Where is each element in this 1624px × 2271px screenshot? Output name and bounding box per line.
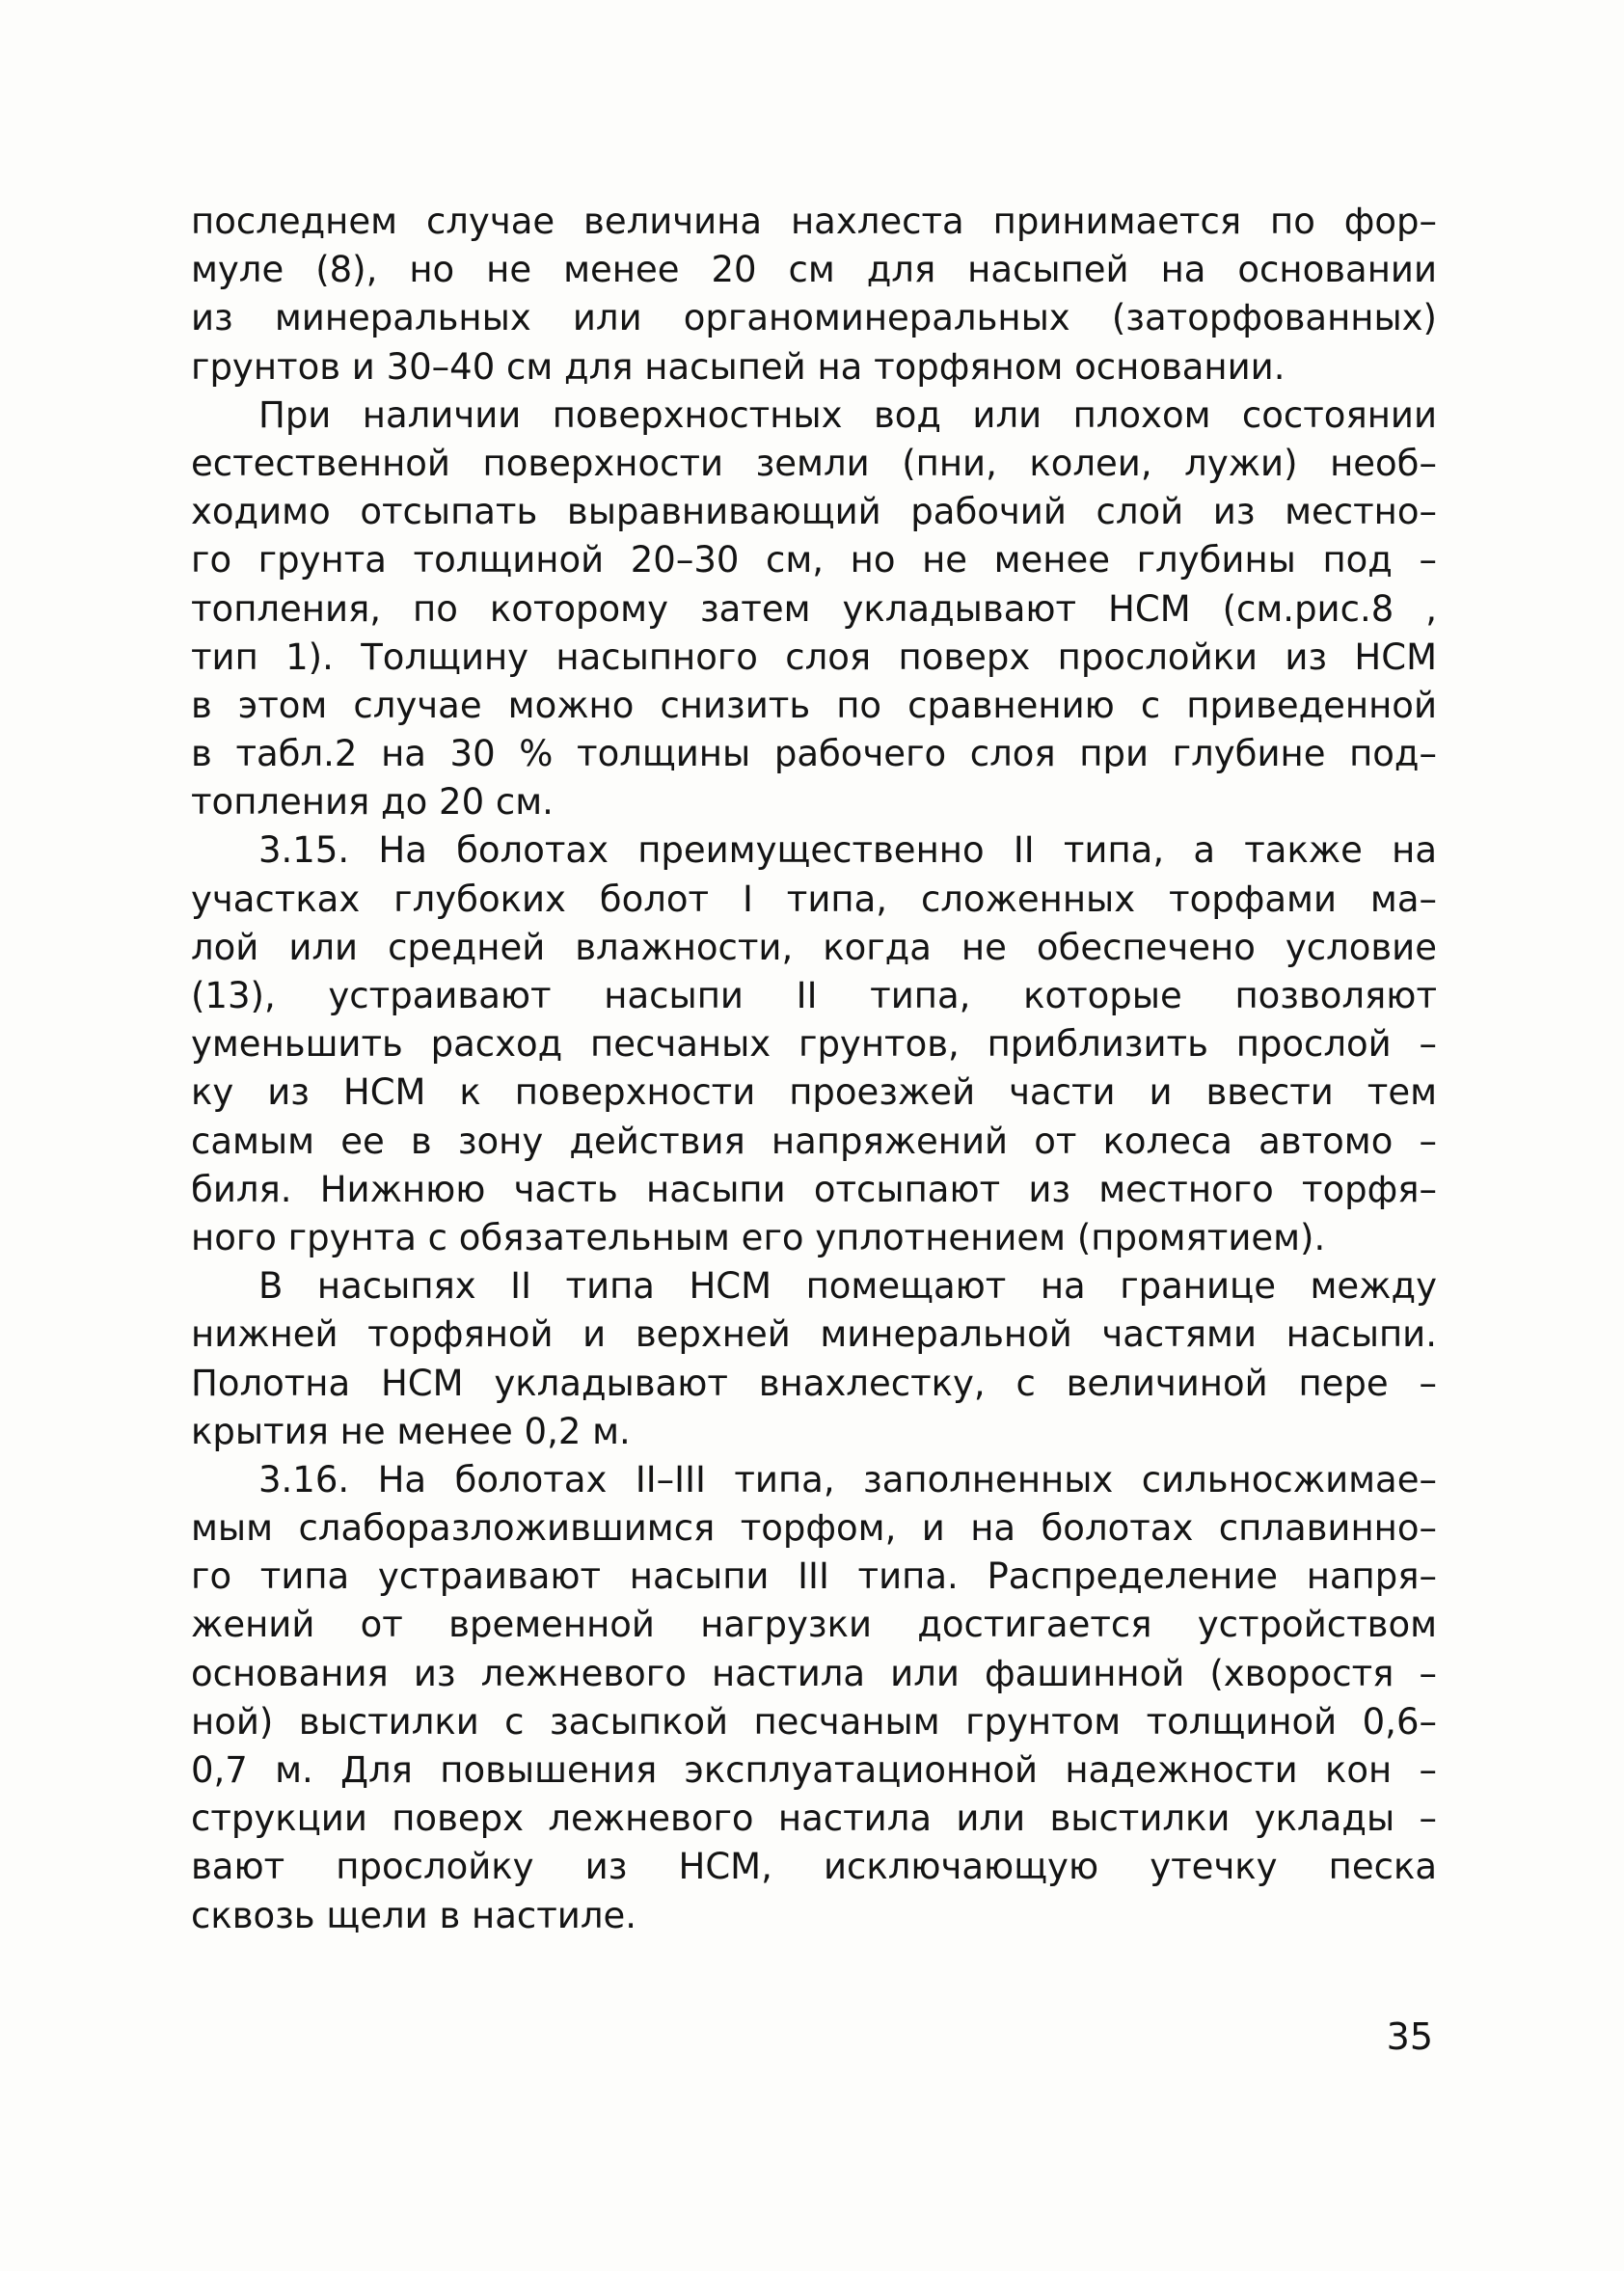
paragraph-section-3-16 bbox=[191, 1456, 1437, 1940]
text-line: (13), устраивают насыпи II типа, которые позволяют bbox=[191, 975, 1437, 1016]
text-line: уменьшить расход песчаных грунтов, приблизить прослой – bbox=[191, 1023, 1437, 1066]
text-line: Полотна НСМ укладывают внахлестку, с величиной пере – bbox=[191, 1362, 1437, 1404]
text-line: тип 1). Толщину насыпного слоя поверх прослойки из НСМ bbox=[191, 635, 1437, 678]
text-line: ной) выстилки с засыпкой песчаным грунтом толщиной 0,6– bbox=[191, 1700, 1437, 1743]
text-line: биля. Нижнюю часть насыпи отсыпают из местного торфя– bbox=[191, 1168, 1437, 1210]
text-line: последнем случае величина нахлеста принимается по фор– bbox=[191, 201, 1437, 242]
text-line: грунтов и 30–40 см для насыпей на торфяном основании. bbox=[191, 345, 1286, 388]
text-line: 0,7 м. Для повышения эксплуатационной надежности кон – bbox=[191, 1749, 1437, 1791]
text-line: жений от временной нагрузки достигается устройством bbox=[191, 1604, 1437, 1646]
text-line: го грунта толщиной 20–30 см, но не менее глубины под – bbox=[191, 539, 1437, 581]
text-line: вают прослойку из НСМ, исключающую утечку песка bbox=[191, 1846, 1437, 1888]
paragraph-continuation bbox=[191, 198, 1437, 392]
text-line: топления, по которому затем укладывают НСМ (см.рис.8 , bbox=[191, 587, 1437, 630]
text-line: крытия не менее 0,2 м. bbox=[191, 1410, 631, 1452]
text-line: ку из НСМ к поверхности проезжей части и ввести тем bbox=[191, 1071, 1437, 1114]
text-line: основания из лежневого настила или фашинной (хворостя – bbox=[191, 1652, 1437, 1694]
text-line: 3.15. На болотах преимущественно II типа, а также на bbox=[258, 829, 1437, 872]
text-line: самым ее в зону действия напряжений от колеса автомо – bbox=[191, 1120, 1437, 1162]
text-line: При наличии поверхностных вод или плохом состоянии bbox=[258, 393, 1437, 436]
text-line: мым слаборазложившимся торфом, и на болотах сплавинно– bbox=[191, 1507, 1437, 1550]
text-line: лой или средней влажности, когда не обеспечено условие bbox=[191, 926, 1437, 968]
text-line: естественной поверхности земли (пни, колеи, лужи) необ– bbox=[191, 442, 1437, 484]
text-line: го типа устраивают насыпи III типа. Распределение напря– bbox=[191, 1555, 1437, 1598]
text-line: из минеральных или органоминеральных (заторфованных) bbox=[191, 297, 1437, 339]
text-line: участках глубоких болот I типа, сложенных торфами ма– bbox=[191, 878, 1437, 920]
text-line: ного грунта с обязательным его уплотнением (промятием). bbox=[191, 1216, 1326, 1258]
text-line: в табл.2 на 30 % толщины рабочего слоя при глубине под– bbox=[191, 733, 1437, 775]
paragraph-surface-water bbox=[191, 392, 1437, 827]
text-line: ходимо отсыпать выравнивающий рабочий слой из местно– bbox=[191, 491, 1437, 533]
text-line: в этом случае можно снизить по сравнению с приведенной bbox=[191, 684, 1437, 726]
text-line: нижней торфяной и верхней минеральной частями насыпи. bbox=[191, 1313, 1437, 1356]
body-text bbox=[191, 198, 1437, 1940]
text-line: струкции поверх лежневого настила или выстилки уклады – bbox=[191, 1798, 1437, 1840]
text-line: сквозь щели в настиле. bbox=[191, 1894, 636, 1936]
paragraph-type-ii-embankment bbox=[191, 1262, 1437, 1456]
paragraph-section-3-15 bbox=[191, 826, 1437, 1262]
page-number: 35 bbox=[1386, 2015, 1433, 2058]
text-line: 3.16. На болотах II–III типа, заполненных сильносжимае– bbox=[258, 1458, 1437, 1500]
text-line: топления до 20 см. bbox=[191, 781, 554, 824]
text-line: муле (8), но не менее 20 см для насыпей на основании bbox=[191, 249, 1437, 291]
text-line: В насыпях II типа НСМ помещают на границе между bbox=[258, 1265, 1437, 1308]
